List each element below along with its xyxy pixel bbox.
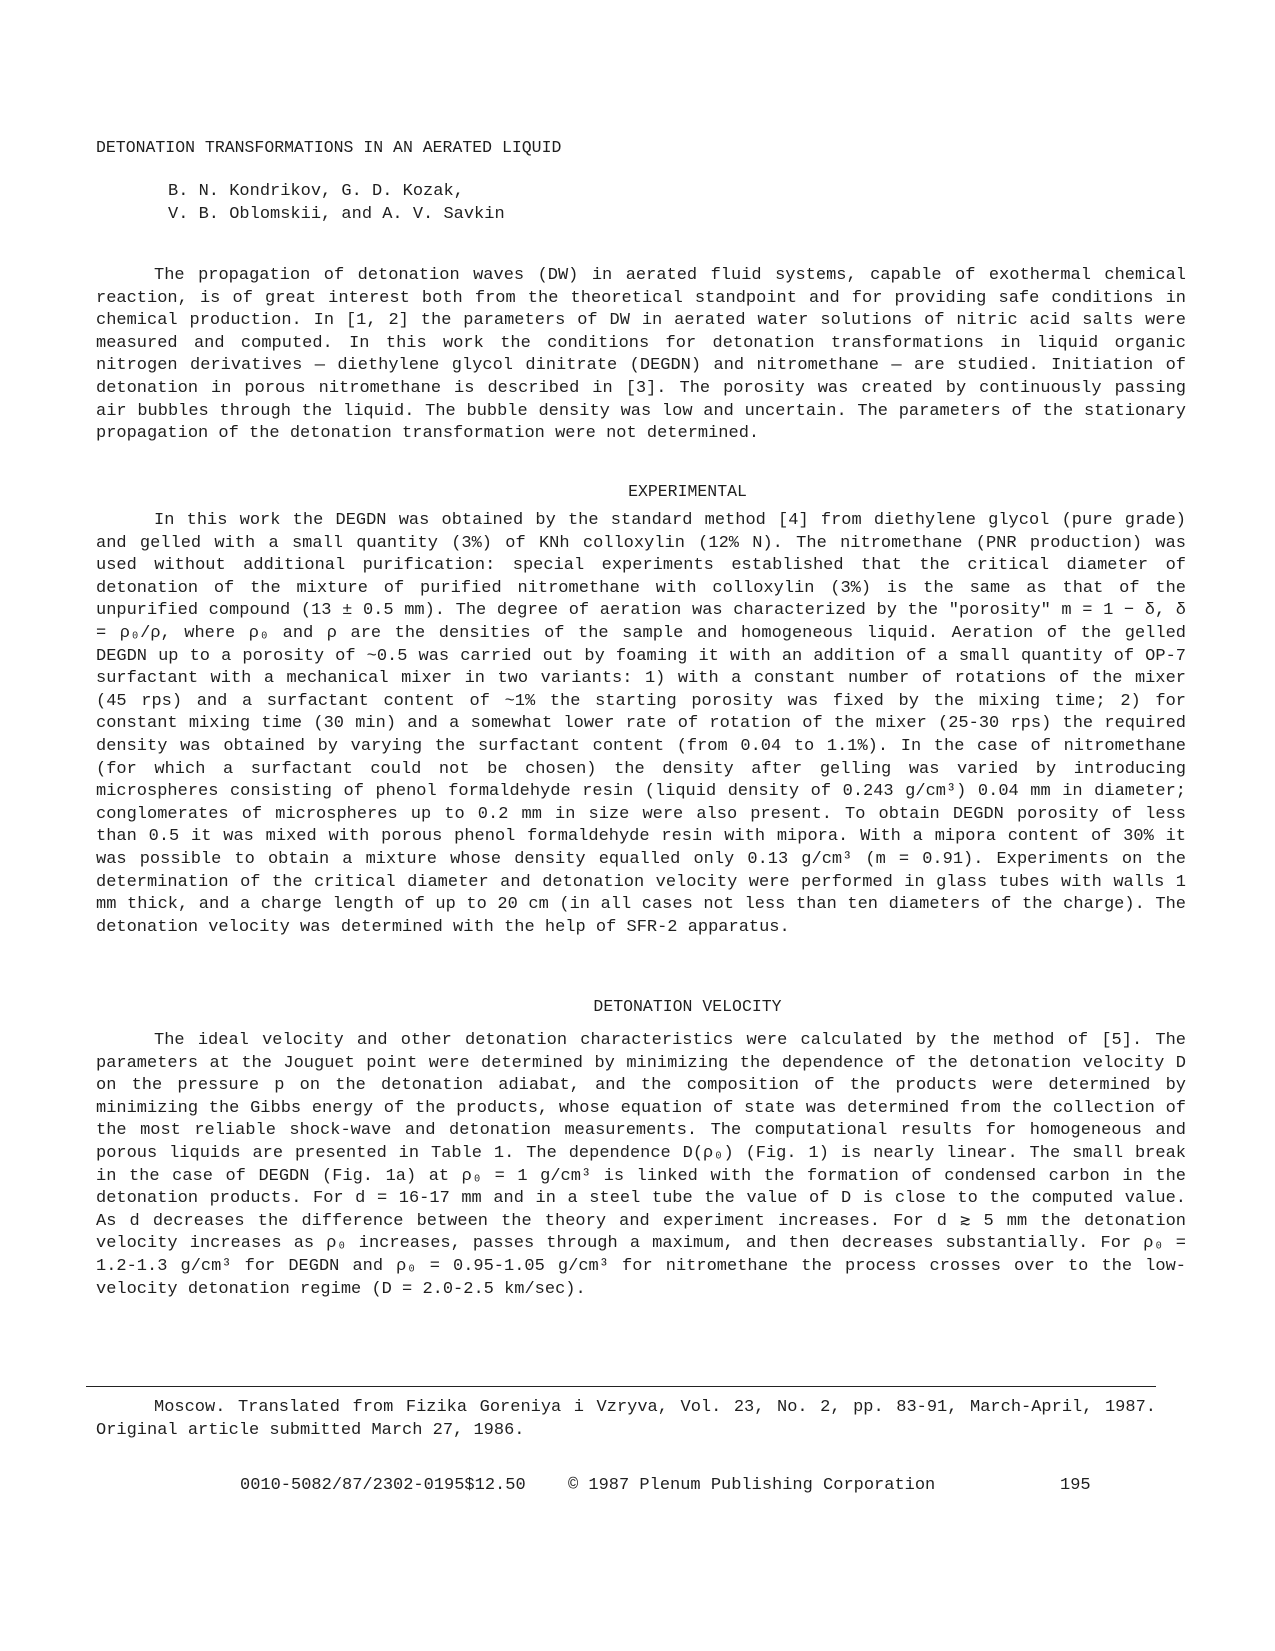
velocity-paragraph: The ideal velocity and other detonation characteristics were calculated by the method of [5]. The parameters at the Jouguet point were determined by minimizing the dependence of the detonation velocity D on the pressure p on the detonation adiabat, and the composition of the products were determined by minimizing the Gibbs energy of the products, whose equation of state was determined from the collection of the most reliable shock-wave and detonation measurements. The computational results for homogeneous and porous liquids are presented in Table 1. The dependence D(ρ₀) (Fig. 1) is nearly linear. The small break in the case of DEGDN (Fig. 1a) at ρ₀ = 1 g/cm³ is linked with the formation of condensed carbon in the detonation products. For d = 16-17 mm and in a steel tube the value of D is close to the computed value. As d decreases the difference between the theory and experiment increases. For d ≳ 5 mm the detonation velocity increases as ρ₀ increases, passes through a maximum, and then decreases substantially. For ρ₀ = 1.2-1.3 g/cm³ for DEGDN and ρ₀ = 0.95-1.05 g/cm³ for nitromethane the process crosses over to the low-velocity detonation regime (D = 2.0-2.5 km/sec). (96, 1031, 1186, 1299)
article-title: DETONATION TRANSFORMATIONS IN AN AERATED LIQUID (96, 138, 562, 157)
footer-copyright: © 1987 Plenum Publishing Corporation (568, 1476, 936, 1495)
page-number: 195 (1060, 1476, 1091, 1495)
experimental-paragraph: In this work the DEGDN was obtained by the standard method [4] from diethylene glycol (pure grade) and gelled with a small quantity (3%) of KNh colloxylin (12% N). The nitromethane (PNR production) was used without additional purification: special experiments established that the critical diameter of detonation of the mixture of purified nitromethane with colloxylin (3%) is the same as that of the unpurified compound (13 ± 0.5 mm). The degree of aeration was characterized by the "porosity" m = 1 − δ, δ = ρ₀/ρ, where ρ₀ and ρ are the densities of the sample and homogeneous liquid. Aeration of the gelled DEGDN up to a porosity of ~0.5 was carried out by foaming it with an addition of a small quantity of OP-7 surfactant with a mechanical mixer in two variants: 1) with a constant number of rotations of the mixer (45 rps) and a surfactant content of ~1% the starting porosity was fixed by the mixing time; 2) for constant mixing time (30 min) and a somewhat lower rate of rotation of the mixer (25-30 rps) the required density was obtained by varying the surfactant content (from 0.04 to 1.1%). In the case of nitromethane (for which a surfactant could not be chosen) the density after gelling was varied by introducing microspheres consisting of phenol formaldehyde resin (liquid density of 0.243 g/cm³) 0.04 mm in diameter; conglomerates of microspheres up to 0.2 mm in size were also present. To obtain DEGDN porosity of less than 0.5 it was mixed with porous phenol formaldehyde resin with mipora. With a mipora content of 30% it was possible to obtain a mixture whose density equalled only 0.13 g/cm³ (m = 0.91). Experiments on the determination of the critical diameter and detonation velocity were performed in glass tubes with walls 1 mm thick, and a charge length of up to 20 cm (in all cases not less than ten diameters of the charge). The detonation velocity was determined with the help of SFR-2 apparatus. (96, 511, 1186, 937)
authors-line-2: V. B. Oblomskii, and A. V. Savkin (168, 205, 505, 224)
author-list (168, 180, 505, 226)
intro-paragraph: The propagation of detonation waves (DW) in aerated fluid systems, capable of exothermal chemical reaction, is of great interest both from the theoretical standpoint and for providing safe conditions in chemical production. In [1, 2] the parameters of DW in aerated water solutions of nitric acid salts were measured and computed. In this work the conditions for detonation transformations in liquid organic nitrogen derivatives — diethylene glycol dinitrate (DEGDN) and nitromethane — are studied. Initiation of detonation in porous nitromethane is described in [3]. The porosity was created by continuously passing air bubbles through the liquid. The bubble density was low and uncertain. The parameters of the stationary propagation of the detonation transformation were not determined. (96, 266, 1186, 444)
footnote-divider (86, 1386, 1156, 1387)
footer-article-code: 0010-5082/87/2302-0195$12.50 (240, 1476, 526, 1495)
section-heading-experimental: EXPERIMENTAL (628, 482, 747, 501)
authors-line-1: B. N. Kondrikov, G. D. Kozak, (168, 182, 464, 201)
footnote: Moscow. Translated from Fizika Goreniya i Vzryva, Vol. 23, No. 2, pp. 83-91, March-April, 1987. Original article submitted March 27, 1986. (96, 1398, 1156, 1440)
section-heading-detonation-velocity: DETONATION VELOCITY (593, 997, 782, 1016)
